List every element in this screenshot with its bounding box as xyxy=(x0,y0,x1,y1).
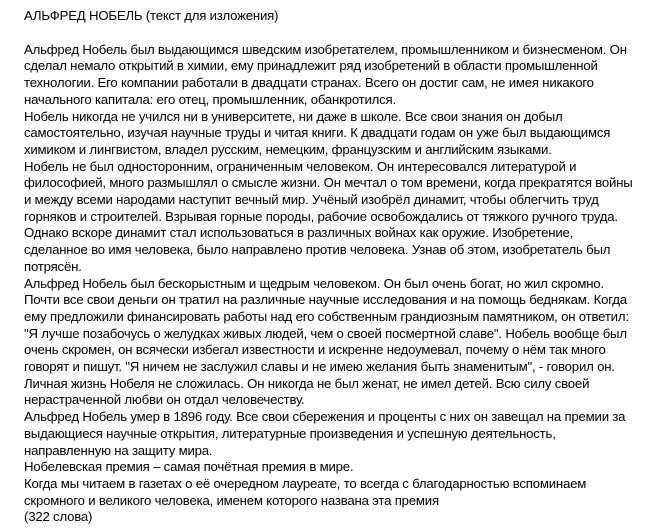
document-page xyxy=(24,8,660,526)
text-line: ему предложили финансировать работы над его собственным грандиозным памятником, он ответил: xyxy=(24,308,629,324)
text-line: Нобель никогда не учился ни в университете, ни даже в школе. Все свои знания он добыл xyxy=(24,108,563,124)
text-line: очень скромен, он всячески избегал известности и искренне недоумевал, почему о нём так много xyxy=(24,342,606,358)
text-line: потрясён. xyxy=(24,258,82,274)
text-line: нерастраченной любви он отдал человечеству. xyxy=(24,392,305,408)
text-line: Нобель не был односторонним, ограниченным человеком. Он интересовался литературой и xyxy=(24,158,577,174)
text-line: Альфред Нобель был выдающимся шведским изобретателем, промышленником и бизнесменом. Он xyxy=(24,41,627,57)
text-line: скромного и великого человека, именем которого названа эта премия xyxy=(24,492,439,508)
text-line: сделанное во имя человека, было направлено против человека. Узнав об этом, изобретатель был xyxy=(24,242,611,258)
text-line: Когда мы читаем в газетах о её очередном лауреате, то всегда с благодарностью вспоминаем xyxy=(24,475,587,491)
document-title: АЛЬФРЕД НОБЕЛЬ (текст для изложения) xyxy=(24,8,279,23)
text-line: Альфред Нобель был бескорыстным и щедрым человеком. Он был очень богат, но жил скромно. xyxy=(24,275,604,291)
text-line: говорят и пишут. "Я ничем не заслужил славы и не имею желания быть знаменитым", - говорил он. xyxy=(24,359,615,375)
text-line: (322 слова) xyxy=(24,509,93,525)
text-line: Альфред Нобель умер в 1896 году. Все свои сбережения и проценты с них он завещал на премии за xyxy=(24,409,626,425)
text-line: Нобелевская премия – самая почётная премия в мире. xyxy=(24,459,354,475)
document-body xyxy=(24,42,660,526)
text-line: Почти все свои деньги он тратил на различные научные исследования и на помощь беднякам. Когда xyxy=(24,292,627,308)
text-line: Личная жизнь Нобеля не сложилась. Он никогда не был женат, не имел детей. Всю силу своей xyxy=(24,375,590,391)
text-line: "Я лучше позабочусь о желудках живых людей, чем о своей посмертной славе". Нобель вообще был xyxy=(24,325,627,341)
text-line: самостоятельно, изучая научные труды и читая книги. К двадцати годам он уже был выдающимся xyxy=(24,125,611,141)
title-spacer xyxy=(24,25,660,42)
text-line: философией, много размышлял о смысле жизни. Он мечтал о том времени, когда прекратятся войны xyxy=(24,175,633,191)
text-line: Однако вскоре динамит стал использоваться в различных войнах как оружие. Изобретение, xyxy=(24,225,574,241)
text-line: технологии. Его компании работали в двадцати странах. Всего он достиг сам, не имея никакого xyxy=(24,75,594,91)
text-line: выдающиеся научные открытия, литературные произведения и успешную деятельность, xyxy=(24,425,556,441)
text-line: начального капитала: его отец, промышленник, обанкротился. xyxy=(24,91,396,107)
text-line: и между всеми народами наступит вечный мир. Учёный изобрёл динамит, чтобы облегчить труд xyxy=(24,192,599,208)
text-line: направленную на защиту мира. xyxy=(24,442,213,458)
text-line: сделал немало открытий в химии, ему принадлежит ряд изобретений в области промышленной xyxy=(24,58,598,74)
text-line: химиком и лингвистом, владел русским, немецким, французским и английским языками. xyxy=(24,141,552,157)
text-line: горняков и строителей. Взрывая горные породы, рабочие освобождались от тяжкого ручного труда. xyxy=(24,208,618,224)
